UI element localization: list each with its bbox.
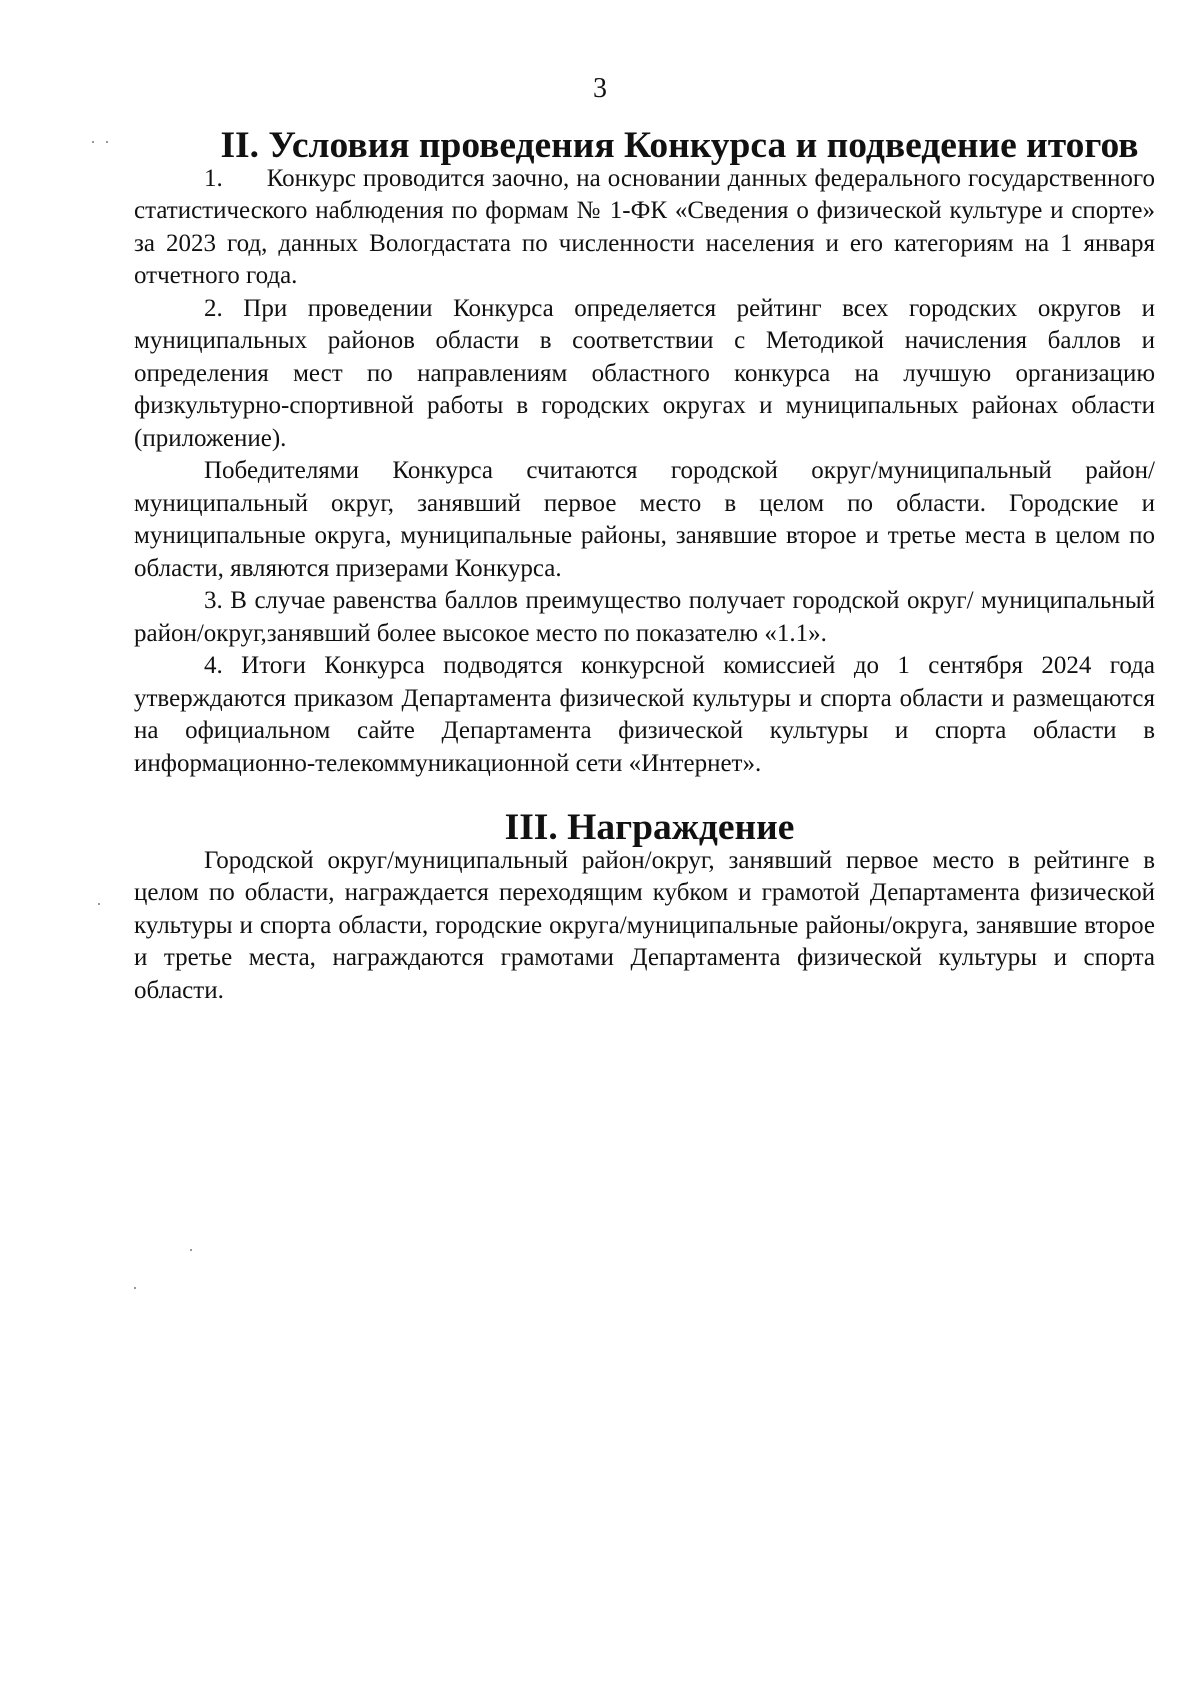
section-2-item-2: 2. При проведении Конкурса определяется рейтинг всех городских округов и муниципальных районов области в соответствии с Методикой начисления баллов и определения мест по направлениям областного конкурса на лучшую организацию физкультурно-спортивной работы в городских округах и муниципальных районах области (приложение). [134, 294, 1155, 452]
scan-speck [106, 141, 108, 143]
section-3-award: Городской округ/муниципальный район/округ, занявший первое место в рейтинге в целом по области, награждается переходящим кубком и грамотой Департамента физической культуры и спорта области, городские округа/муниципальные районы/округа, занявшие второе и третье места, награждаются грамотами Департамента физической культуры и спорта области. [134, 846, 1155, 1004]
item-1-text: Конкурс проводится заочно, на основании данных федерального государственного статистического наблюдения по формам № 1-ФК «Сведения о физической культуре и спорте» за 2023 год, данных Вологдастата по численности населения и его категориям на 1 января отчетного года. [134, 164, 1155, 289]
section-3-title: III. Награждение [504, 807, 795, 848]
section-2-item-1 [134, 163, 1155, 293]
section-2-item-4: 4. Итоги Конкурса подводятся конкурсной комиссией до 1 сентября 2024 года утверждаются приказом Департамента физической культуры и спорта области и размещаются на официальном сайте Департамента физической культуры и спорта области в информационно-телекоммуникационной сети «Интернет». [134, 652, 1155, 777]
scan-speck [134, 1287, 136, 1289]
scan-speck [98, 903, 100, 905]
section-2-title: II. Условия проведения Конкурса и подведение итогов [220, 125, 1139, 166]
document-body [134, 125, 1155, 1007]
item-1-number: 1. [204, 164, 223, 192]
section-2-winners: Победителями Конкурса считаются городской округ/муниципальный район/муниципальный округ, занявший первое место в целом по области. Городские и муниципальные округа, муниципальные районы, занявшие второе и третье места в целом по области, являются призерами Конкурса. [134, 457, 1155, 582]
scan-speck [190, 1249, 192, 1251]
page-number: 3 [593, 73, 607, 104]
scan-speck [92, 141, 94, 143]
section-2-item-3: 3. В случае равенства баллов преимущество получает городской округ/ муниципальный район/округ,занявший более высокое место по показателю «1.1». [134, 587, 1155, 647]
